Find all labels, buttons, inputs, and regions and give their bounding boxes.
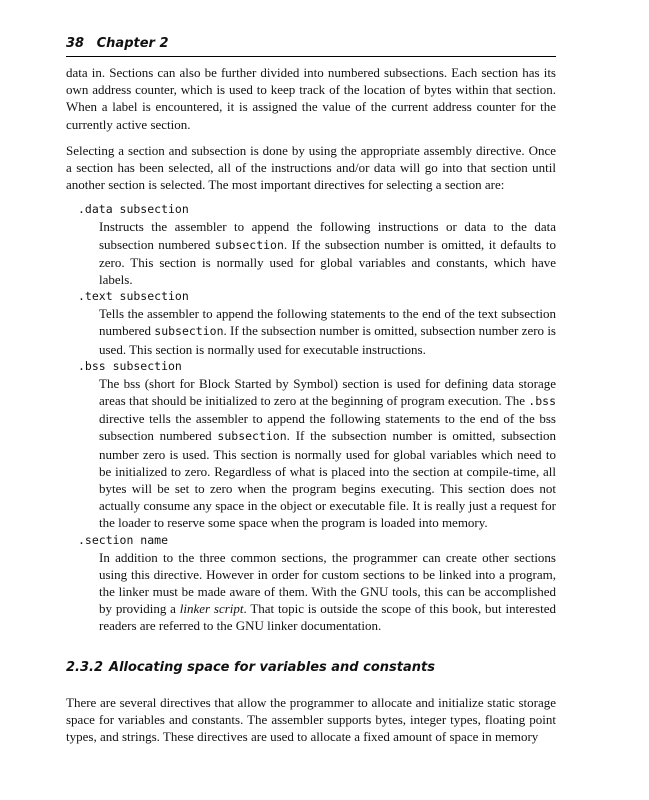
directive-desc-text: [99, 305, 556, 358]
chapter-label: Chapter 2: [96, 36, 169, 51]
desc-text: . If the subsection number is omitted, it defaults to zero. This section is normally used for global variables and constants, which have labels.: [99, 236, 556, 288]
desc-text: . That topic is outside the scope of this book, but interested readers are referred to the GNU linker documentation.: [99, 601, 556, 634]
directive-desc-section: [99, 549, 556, 635]
directive-term-section: .section name: [78, 532, 169, 547]
desc-text: Instructs the assembler to append the following instructions or data to the data subsection numbered: [99, 219, 556, 252]
inline-code: subsection: [217, 429, 287, 444]
desc-text: In addition to the three common sections, the programmer can create other sections using this directive. However in order for custom sections to be linked into a program, the linker must be made aware of them. With the GNU tools, this can be accomplished by providing a: [99, 549, 556, 617]
subsection-number: 2.3.2: [66, 659, 104, 675]
paragraph-allocating-space: There are several directives that allow the programmer to allocate and initialize static storage space for variables and constants. The assembler supports bytes, integer types, floating point types, and strings. These directives are used to allocate a fixed amount of space in memory: [66, 694, 556, 745]
directive-term-bss: .bss subsection: [78, 358, 182, 373]
desc-text: The bss (short for Block Started by Symbol) section is used for defining data storage areas that should be initialized to zero at the beginning of program execution. The: [99, 375, 556, 409]
desc-text: . If the subsection number is omitted, subsection number zero is used. This section is normally used for global variables which need to be initialized to zero. Regardless of what is placed into the section at compile-time, all bytes will be set to zero when the program begins executing. This section does not actually consume any space in the object or executable file. It is really just a request for the loader to reserve some space when the program is loaded into memory.: [99, 428, 556, 531]
directive-desc-data: [99, 218, 556, 288]
inline-code: subsection: [214, 237, 284, 252]
directive-term-data: .data subsection: [78, 202, 189, 217]
inline-code: .bss: [528, 394, 556, 409]
paragraph-selecting-section: Selecting a section and subsection is done by using the appropriate assembly directive. Once a section has been selected, all of the instructions and/or data will go into that section until another section is selected. The most important directives for selecting a section are:: [66, 142, 556, 193]
desc-text: directive tells the assembler to append the following statements to the end of the bss subsection numbered: [99, 411, 556, 444]
page-body: [66, 64, 556, 745]
paragraph-intro: data in. Sections can also be further divided into numbered subsections. Each section has its own address counter, which is used to keep track of the location of bytes within that section. When a label is encountered, it is assigned the value of the current address counter for the currently active section.: [66, 65, 556, 132]
emphasis-linker-script: linker script: [179, 601, 244, 617]
page-number: 38: [66, 36, 85, 51]
desc-text: . If the subsection number is omitted, subsection number zero is used. This section is normally used for executable instructions.: [99, 323, 556, 357]
desc-text: Tells the assembler to append the following statements to the end of the text subsection numbered: [99, 306, 556, 339]
directive-desc-bss: [99, 375, 556, 532]
directive-term-text: .text subsection: [78, 289, 189, 304]
directive-list: [78, 201, 556, 634]
subsection-title: Allocating space for variables and constants: [109, 659, 435, 675]
subsection-heading: [66, 659, 556, 677]
inline-code: subsection: [154, 324, 224, 339]
running-header: [66, 36, 556, 57]
